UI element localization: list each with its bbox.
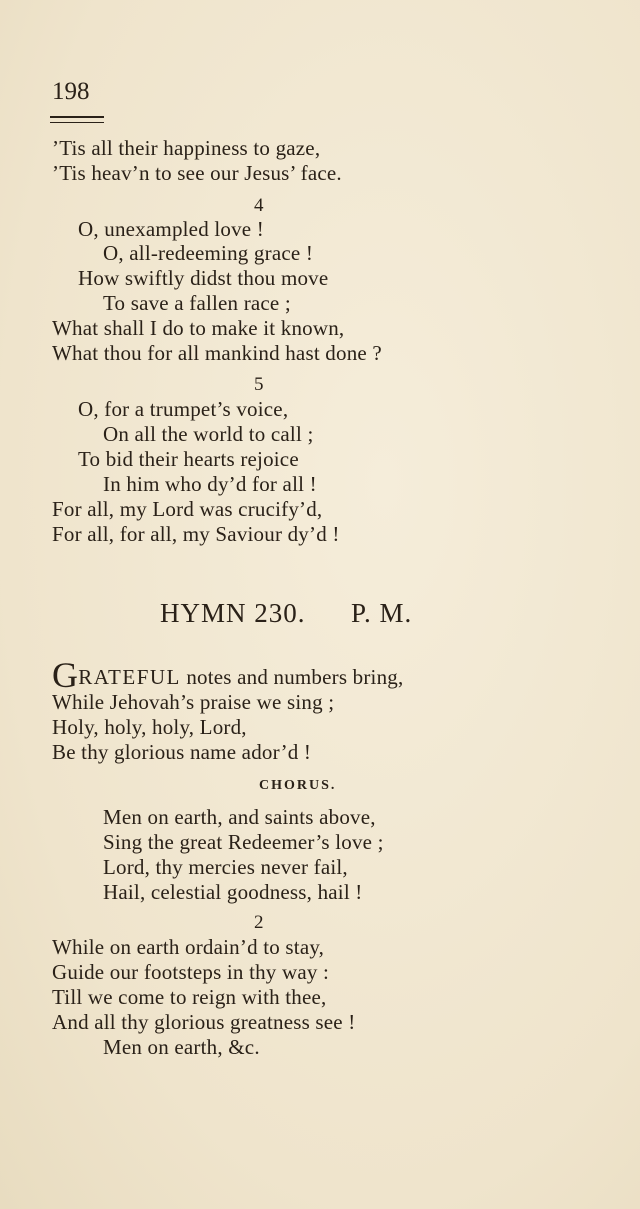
hymn-number: HYMN 230. bbox=[160, 598, 306, 628]
verse-line: For all, my Lord was crucify’d, bbox=[52, 497, 323, 521]
verse-line: While Jehovah’s praise we sing ; bbox=[52, 690, 335, 714]
verse-line: O, for a trumpet’s voice, bbox=[78, 397, 289, 421]
stanza-number: 4 bbox=[254, 195, 264, 216]
page-number: 198 bbox=[52, 78, 90, 105]
stanza-number: 5 bbox=[254, 374, 264, 395]
verse-line: To save a fallen race ; bbox=[103, 291, 291, 315]
verse-line: Be thy glorious name ador’d ! bbox=[52, 740, 312, 764]
verse-line: O, unexampled love ! bbox=[78, 217, 264, 241]
verse-line: What shall I do to make it known, bbox=[52, 316, 345, 340]
verse-line: On all the world to call ; bbox=[103, 422, 314, 446]
chorus-line: Lord, thy mercies never fail, bbox=[103, 855, 348, 879]
verse-line: Till we come to reign with thee, bbox=[52, 985, 327, 1009]
hymn-meter: P. M. bbox=[351, 598, 413, 628]
verse-line: ’Tis heav’n to see our Jesus’ face. bbox=[52, 161, 342, 185]
first-word-caps: RATEFUL bbox=[78, 665, 181, 689]
verse-line: Holy, holy, holy, Lord, bbox=[52, 715, 247, 739]
verse-line: And all thy glorious greatness see ! bbox=[52, 1010, 356, 1034]
first-line bbox=[52, 655, 404, 695]
verse-line: In him who dy’d for all ! bbox=[103, 472, 317, 496]
verse-line: To bid their hearts rejoice bbox=[78, 447, 299, 471]
verse-line: How swiftly didst thou move bbox=[78, 266, 329, 290]
verse-line: O, all-redeeming grace ! bbox=[103, 241, 314, 265]
verse-line: For all, for all, my Saviour dy’d ! bbox=[52, 522, 340, 546]
first-line-rest: notes and numbers bring, bbox=[180, 665, 404, 689]
header-rule-top bbox=[50, 116, 104, 118]
verse-line: What thou for all mankind hast done ? bbox=[52, 341, 382, 365]
header-rule-bottom bbox=[50, 122, 104, 123]
chorus-line: Sing the great Redeemer’s love ; bbox=[103, 830, 384, 854]
drop-cap: G bbox=[52, 655, 79, 695]
verse-line: Guide our footsteps in thy way : bbox=[52, 960, 330, 984]
chorus-line: Men on earth, and saints above, bbox=[103, 805, 376, 829]
verse-line: While on earth ordain’d to stay, bbox=[52, 935, 325, 959]
chorus-line: Hail, celestial goodness, hail ! bbox=[103, 880, 363, 904]
hymn-title bbox=[160, 598, 412, 629]
verse-line: Men on earth, &c. bbox=[103, 1035, 260, 1059]
stanza-number: 2 bbox=[254, 912, 264, 933]
verse-line: ’Tis all their happiness to gaze, bbox=[52, 136, 321, 160]
chorus-label: CHORUS. bbox=[259, 778, 337, 793]
